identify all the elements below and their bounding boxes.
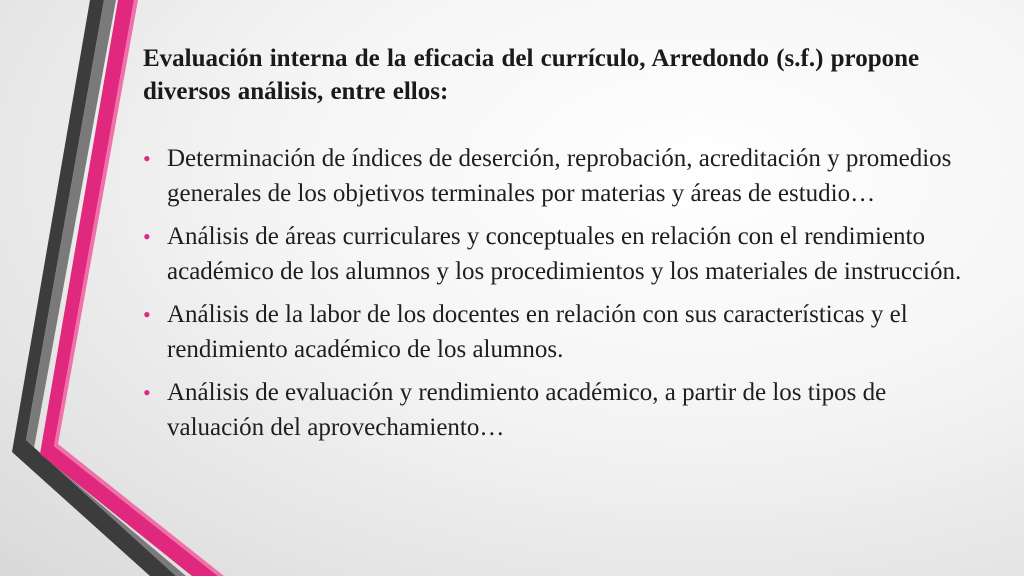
list-item: [143, 376, 963, 445]
bullet-text: Análisis de áreas curriculares y conceptuales en relación con el rendimiento académico de los alumnos y los procedimientos y los materiales de instrucción.: [167, 223, 962, 285]
list-item: [143, 298, 963, 367]
bullet-text: Determinación de índices de deserción, reprobación, acreditación y promedios generales de los objetivos terminales por materias y áreas de estudio…: [167, 145, 952, 207]
bullet-list: [143, 142, 963, 454]
bullet-dot-icon: •: [143, 146, 151, 171]
bullet-dot-icon: •: [143, 224, 151, 249]
bullet-dot-icon: •: [143, 302, 151, 327]
bullet-text: Análisis de evaluación y rendimiento académico, a partir de los tipos de valuación del aprovechamiento…: [167, 379, 887, 441]
bullet-dot-icon: •: [143, 380, 151, 405]
slide-title: Evaluación interna de la eficacia del currículo, Arredondo (s.f.) propone diversos análisis, entre ellos:: [143, 45, 920, 105]
bullet-text: Análisis de la labor de los docentes en relación con sus características y el rendimiento académico de los alumnos.: [167, 301, 908, 363]
list-item: [143, 220, 963, 289]
list-item: [143, 142, 963, 211]
